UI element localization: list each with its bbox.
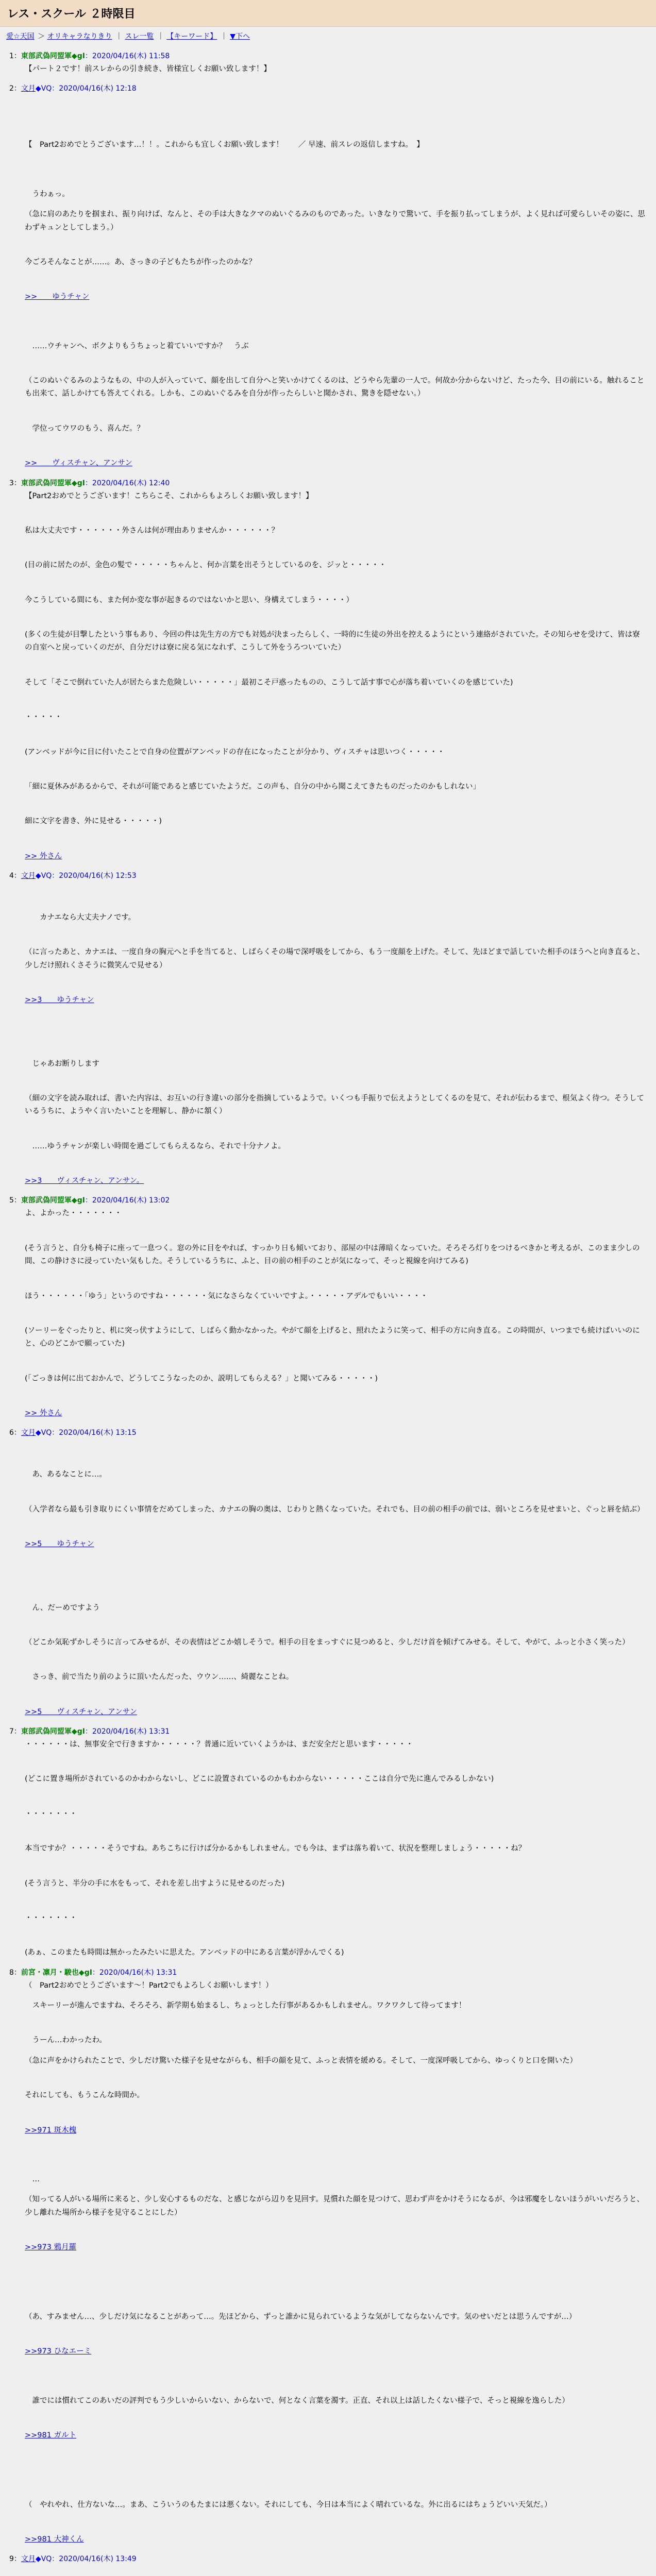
spacer bbox=[25, 1558, 647, 1573]
post-number[interactable]: 1： bbox=[9, 52, 21, 60]
spacer bbox=[25, 159, 647, 174]
spacer bbox=[25, 326, 647, 340]
spacer bbox=[25, 174, 647, 188]
reply-anchor[interactable]: >>5 ヴィスチャン、アンサン bbox=[25, 1707, 137, 1716]
spacer bbox=[25, 242, 647, 256]
spacer bbox=[25, 580, 647, 594]
spacer bbox=[25, 1078, 647, 1092]
spacer bbox=[25, 1439, 647, 1454]
spacer bbox=[25, 110, 647, 124]
post bbox=[9, 478, 647, 863]
spacer bbox=[25, 883, 647, 897]
spacer bbox=[25, 2261, 647, 2276]
nav-link-bottom[interactable]: ▼下へ bbox=[230, 32, 250, 41]
page-title bbox=[0, 0, 656, 27]
post-line: (多くの生徒が目撃したという事もあり、今回の件は先生方の方でも対処が決まったらしく、一時的に生徒の外出を控えるようにという連絡がされていた。その知らせを受けて、皆は寮の自室へと戻っていくのだが、自分だけは寮に戻る気になれず、こうして外をうろついていた） bbox=[25, 631, 640, 652]
spacer bbox=[25, 2366, 647, 2380]
spacer bbox=[25, 2519, 647, 2533]
spacer bbox=[25, 2075, 647, 2089]
post-header bbox=[9, 83, 647, 93]
post-number[interactable]: 8： bbox=[9, 1968, 21, 1977]
nav-bar bbox=[0, 27, 656, 45]
spacer bbox=[25, 1656, 647, 1671]
post bbox=[9, 870, 647, 1188]
spacer bbox=[25, 2276, 647, 2290]
post-line: 【 Part2おめでとうございます…！！。これからも宜しくお願い致します！ ／ 早速、前スレの返信しますね。 】 bbox=[25, 141, 424, 149]
spacer bbox=[25, 510, 647, 524]
spacer bbox=[25, 408, 647, 422]
post-author: 東部武偽同盟軍◆gI bbox=[21, 1196, 85, 1205]
spacer bbox=[25, 124, 647, 139]
post-line: あ、あるなことに…。 bbox=[25, 1470, 107, 1479]
post-body bbox=[9, 1738, 647, 1960]
spacer bbox=[25, 2159, 647, 2173]
post-line: (どこに置き場所がされているのかわからないし、どこに設置されているのかもわからない・・・・・ここは自分で先に進んでみるしかない) bbox=[25, 1775, 494, 1784]
post-author: 前宮・凛月・駿也◆gI bbox=[21, 1968, 92, 1977]
spacer bbox=[25, 1622, 647, 1636]
post-meta: ：2020/04/16(木) 13:31 bbox=[92, 1968, 177, 1977]
spacer bbox=[25, 614, 647, 629]
spacer bbox=[25, 1863, 647, 1877]
spacer bbox=[25, 2380, 647, 2395]
post-line: 本当ですか？・・・・・そうですね。あちこちに行けば分かるかもしれません。でも今は、まずは落ち着いて、状況を整理しましょう・・・・・ね？ bbox=[25, 1844, 526, 1853]
post-line: (そう言うと、自分も椅子に座って一息つく。窓の外に目をやれば、すっかり日も傾いており、部屋の中は薄暗くなっていた。そろそろ灯りをつけるべきかと考えるが、このまま少しの間、この静けさに浸っていたい気もした。そうしているうちに、ふと、目の前の相手のことが気になって、そっと視線を向けてみる) bbox=[25, 1244, 640, 1266]
post-line: ほう・・・・・・「ゆう」というのですね・・・・・・気になさらなくていいですよ。・・・・・アデルでもいい・・・・ bbox=[25, 1292, 428, 1300]
reply-anchor[interactable]: >>5 ゆうチャン bbox=[25, 1540, 94, 1549]
spacer bbox=[25, 276, 647, 291]
post-author[interactable]: 文月 bbox=[21, 2555, 36, 2564]
post-line: ・・・・・・は、無事安全で行きますか・・・・・？普通に近いていくようかは、まだ安全だと思います・・・・・ bbox=[25, 1740, 413, 1749]
post-meta: ：2020/04/16(木) 11:58 bbox=[85, 52, 170, 60]
post-line: 「細に夏休みがあるからで、それが可能であると感じていたようだ。この声も、自分の中から聞こえてきたものだったのかもしれない」 bbox=[25, 782, 481, 791]
post bbox=[9, 1726, 647, 1960]
post-line: （ やれやれ、仕方ないな…。まあ、こういうのもたまには悪くない。それにしても、今日は本当によく晴れているな。外に出るにはちょうどいい天気だ。） bbox=[25, 2500, 552, 2509]
reply-anchor[interactable]: >> ヴィスチャン、アンサン bbox=[25, 459, 132, 468]
post-line: (「ごっきは何に出ておかんで、どうしてこうなったのか、説明してもらえる？」と聞いてみる・・・・・) bbox=[25, 1374, 378, 1383]
reply-anchor[interactable]: >> 外さん bbox=[25, 852, 62, 860]
post-line: (あぁ、このまたも時間は無かったみたいに思えた。アンベッドの中にある言葉が浮かんでくる) bbox=[25, 1948, 344, 1957]
spacer bbox=[25, 2449, 647, 2464]
post-line: (そう言うと、半分の手に水をもって、それを差し出すように見せるのだった) bbox=[25, 1879, 285, 1888]
spacer bbox=[25, 897, 647, 911]
post-author[interactable]: 文月 bbox=[21, 84, 36, 93]
post bbox=[9, 2553, 647, 2576]
post-meta: ◆VQ：2020/04/16(木) 12:18 bbox=[35, 84, 137, 93]
post-body bbox=[9, 490, 647, 863]
post-body bbox=[9, 883, 647, 1188]
spacer bbox=[25, 443, 647, 457]
reply-anchor[interactable]: >>3 ヴィスチャン、アンサン。 bbox=[25, 1177, 144, 1185]
reply-anchor[interactable]: >>971 斑木槐 bbox=[25, 2126, 77, 2134]
spacer bbox=[25, 95, 647, 110]
spacer bbox=[25, 1310, 647, 1325]
post-author[interactable]: 文月 bbox=[21, 872, 36, 880]
spacer bbox=[25, 2110, 647, 2124]
post-line: うわぁっ。 bbox=[25, 190, 70, 198]
post-line: それにしても、もうこんな時間か。 bbox=[25, 2091, 144, 2100]
spacer bbox=[25, 1454, 647, 1468]
spacer bbox=[25, 1793, 647, 1808]
spacer bbox=[25, 2566, 647, 2576]
nav-link-thread-list[interactable]: スレ一覧 bbox=[125, 32, 154, 41]
page-title-text: レス・スクール ２時限目 bbox=[7, 8, 136, 21]
post-body bbox=[9, 63, 647, 76]
post bbox=[9, 1195, 647, 1420]
reply-anchor[interactable]: >> ゆうチャン bbox=[25, 293, 90, 301]
reply-anchor[interactable]: >>981 大神くん bbox=[25, 2535, 84, 2544]
reply-anchor[interactable]: >> 外さん bbox=[25, 1409, 62, 1417]
spacer bbox=[25, 1587, 647, 1602]
spacer bbox=[25, 836, 647, 850]
post-line: うーん…わかったわ。 bbox=[25, 2036, 107, 2045]
spacer bbox=[25, 732, 647, 746]
spacer bbox=[25, 1126, 647, 1140]
nav-sep: ｜ bbox=[157, 32, 164, 41]
post-meta: ◆VQ：2020/04/16(木) 13:49 bbox=[35, 2555, 137, 2564]
post-author: 東部武偽同盟軍◆gI bbox=[21, 52, 85, 60]
post-number[interactable]: 4： bbox=[9, 872, 21, 880]
nav-sep: ｜ bbox=[220, 32, 228, 41]
post-meta: ◆VQ：2020/04/16(木) 13:15 bbox=[35, 1429, 137, 1437]
spacer bbox=[25, 979, 647, 994]
post-line: ・・・・・・・ bbox=[25, 1809, 77, 1818]
post-line: … bbox=[25, 2175, 40, 2183]
reply-anchor[interactable]: >>973 ひなエーミ bbox=[25, 2347, 92, 2356]
post-number[interactable]: 2： bbox=[9, 84, 21, 93]
spacer bbox=[25, 1029, 647, 1043]
post-line: さっき、前で当たり前のように頂いたんだった、ウウン……、綺麗なことね。 bbox=[25, 1673, 294, 1682]
post-line: （急に肩のあたりを掴まれ、振り向けば、なんと、その手は大きなクマのぬいぐるみのものであった。いきなりで驚いて、手を振り払ってしまうが、よく見れば可愛らしいその姿に、思わずキュンとしてしまう。） bbox=[25, 210, 645, 232]
post-author: 東部武偽同盟軍◆gI bbox=[21, 479, 85, 487]
post-line: カナエなら大丈夫ナノです。 bbox=[25, 913, 136, 922]
post-header bbox=[9, 1967, 647, 1977]
post-line: スキーリーが進んでますね、そろそろ、新学期も始まるし、ちょっとした行事があるかもしれません。ワクワクして待ってます！ bbox=[25, 2002, 466, 2010]
nav-link-home[interactable]: 愛☆天国 bbox=[6, 32, 35, 41]
spacer bbox=[25, 545, 647, 559]
post bbox=[9, 50, 647, 76]
post-line: 【Part2おめでとうございます！こちらこそ、これからもよろしくお願い致します！】 bbox=[25, 492, 313, 500]
spacer bbox=[25, 1523, 647, 1538]
post-line: 【パート２です！前スレからの引き続き、皆様宜しくお願い致します！】 bbox=[25, 65, 271, 73]
spacer bbox=[25, 2415, 647, 2429]
spacer bbox=[25, 2020, 647, 2034]
post-line: （どこか気恥ずかしそうに言ってみせるが、その表情はどこか嬉しそうで。相手の目をまっすぐに見つめると、少しだけ首を傾げてみせる。そして、やがて、ふっと小さく笑った） bbox=[25, 1638, 630, 1647]
post-line: （ Part2おめでとうございます～！Part2でもよろしくお願いします！） bbox=[25, 1981, 273, 1990]
thread-posts bbox=[0, 50, 656, 2576]
post-author[interactable]: 文月 bbox=[21, 1429, 36, 1437]
post-body bbox=[9, 1207, 647, 1420]
post-body bbox=[9, 1979, 647, 2547]
post-line: ・・・・・・・ bbox=[25, 1913, 77, 1922]
nav-link-keyword[interactable]: 【キーワード】 bbox=[166, 32, 217, 41]
spacer bbox=[25, 2331, 647, 2345]
post-line: 今ごろそんなことが……。あ、さっきの子どもたちが作ったのかな？ bbox=[25, 258, 256, 266]
nav-sep: ＞ bbox=[38, 32, 45, 41]
post-line: （あ、すみません…、少しだけ気になることがあって…。先ほどから、ずっと誰かに見られているような気がしてならないんです。気のせいだとは思うんですが…） bbox=[25, 2312, 577, 2321]
post-header bbox=[9, 1726, 647, 1736]
post-line: ……ウチャンへ、ボクよりもうちょっと着ていいですか？ うぶ bbox=[25, 342, 249, 350]
post-line: （入学者なら最も引き取りにくい事情をだめてしまった、カナエの胸の奥は、じわりと熱くなっていた。それでも、目の前の相手の前では、弱いところを見せまいと、ぐっと唇を結ぶ） bbox=[25, 1505, 645, 1514]
nav-link-category[interactable]: オリキャラなりきり bbox=[47, 32, 112, 41]
post-line: そして「そこで倒れていた人が居たらまた危険しい・・・・・」最初こそ戸惑ったものの、こうして話す事で心が落ち着いていくのを感じていた) bbox=[25, 678, 513, 687]
post-number[interactable]: 7： bbox=[9, 1727, 21, 1736]
spacer bbox=[25, 1489, 647, 1503]
post-line: （細の文字を読み取れば、書いた内容は、お互いの行き違いの部分を指摘しているようで。いくつも手振りで伝えようとしてくるのを見て、それが伝わるまで、根気よく待つ。そうしているうちに、ようやく言いたいことを理解し、静かに頷く） bbox=[25, 1094, 645, 1116]
post bbox=[9, 1427, 647, 1719]
spacer bbox=[25, 1228, 647, 1242]
post-header bbox=[9, 1195, 647, 1205]
spacer bbox=[25, 1573, 647, 1587]
post-body bbox=[9, 95, 647, 470]
spacer bbox=[25, 1393, 647, 1407]
spacer bbox=[25, 311, 647, 326]
spacer bbox=[25, 1828, 647, 1842]
spacer bbox=[25, 931, 647, 946]
post-header bbox=[9, 870, 647, 880]
post-line: よ、よかった・・・・・・・ bbox=[25, 1209, 122, 1218]
post bbox=[9, 83, 647, 470]
spacer bbox=[25, 1358, 647, 1372]
post-header bbox=[9, 1427, 647, 1437]
spacer bbox=[25, 766, 647, 781]
post-number[interactable]: 6： bbox=[9, 1429, 21, 1437]
post-line: 今こうしている間にも、また何か変な事が起きるのではないかと思い、身構えてしまう・・・・） bbox=[25, 596, 354, 604]
post-header bbox=[9, 478, 647, 488]
spacer bbox=[25, 1014, 647, 1029]
reply-anchor[interactable]: >>973 鴉月羅 bbox=[25, 2243, 77, 2251]
post-line: （知ってる人がいる場所に来ると、少し安心するものだな、と感じながら辺りを見回す。見慣れた顔を見つけて、思わず声をかけそうになるが、今は邪魔をしないほうがいいだろうと、少し離れた場所から様子を見守ることにした） bbox=[25, 2195, 645, 2217]
post-line: （このぬいぐるみのようなもの、中の人が入っていて、顔を出して自分へと笑いかけてくるのは、どうやら先輩の一人で。何故か分からないけど、たった今、目の前にいる。触れることも出来て、話しかけても答えてくれる。しかも、このぬいぐるみを自分が作ったらしいと聞かされ、驚きを隠せない。） bbox=[25, 377, 645, 398]
spacer bbox=[25, 697, 647, 711]
spacer bbox=[25, 1758, 647, 1773]
post bbox=[9, 1967, 647, 2547]
post-body bbox=[9, 1439, 647, 1719]
post-line: ・・・・・ bbox=[25, 713, 62, 722]
post-line: （急に声をかけられたことで、少しだけ驚いた様子を見せながらも、相手の顔を見て、ふっと表情を緩める。そして、一度深呼吸してから、ゆっくりと口を開いた） bbox=[25, 2056, 577, 2065]
reply-anchor[interactable]: >>3 ゆうチャン bbox=[25, 996, 94, 1005]
post-line bbox=[25, 2478, 647, 2491]
spacer bbox=[25, 1276, 647, 1290]
post-meta: ：2020/04/16(木) 12:40 bbox=[85, 479, 170, 487]
post-line: (ソーリーをぐったりと、机に突っ伏すようにして、しばらく動かなかった。やがて顔を上げると、照れたように笑って、相手の方に向き直る。この時間が、いつまでも続けばいいのにと、心のどこかで願っていた) bbox=[25, 1326, 640, 1348]
post-header bbox=[9, 50, 647, 61]
post-line: 学位ってウワのもう、喜んだ。？ bbox=[25, 424, 144, 433]
spacer bbox=[25, 2464, 647, 2478]
spacer bbox=[25, 1160, 647, 1175]
reply-anchor[interactable]: >>981 ガルト bbox=[25, 2431, 77, 2439]
post-number[interactable]: 9： bbox=[9, 2555, 21, 2564]
spacer bbox=[25, 1932, 647, 1946]
spacer bbox=[25, 360, 647, 375]
post-line: じゃあお断りします bbox=[25, 1059, 99, 1068]
post-line: 細に文字を書き、外に見せる・・・・・) bbox=[25, 817, 162, 826]
spacer bbox=[25, 2227, 647, 2241]
spacer bbox=[25, 801, 647, 815]
post-line: ……ゆうチャンが楽しい時間を過ごしてもらえるなら、それで十分ナノよ。 bbox=[25, 1142, 286, 1150]
nav-sep: ｜ bbox=[115, 32, 123, 41]
post-line: ん、だーめですよう bbox=[25, 1603, 100, 1612]
spacer bbox=[25, 1043, 647, 1058]
post-meta: ：2020/04/16(木) 13:02 bbox=[85, 1196, 170, 1205]
post-number[interactable]: 5： bbox=[9, 1196, 21, 1205]
post-author: 東部武偽同盟軍◆gI bbox=[21, 1727, 85, 1736]
post-line: (アンベッドが今に目に付いたことで自身の位置がアンベッドの存在になったことが分かり、ヴィスチャは思いつく・・・・・ bbox=[25, 748, 445, 756]
post-line bbox=[25, 2290, 647, 2303]
post-meta: ：2020/04/16(木) 13:31 bbox=[85, 1727, 170, 1736]
post-number[interactable]: 3： bbox=[9, 479, 21, 487]
spacer bbox=[25, 1897, 647, 1912]
spacer bbox=[25, 1691, 647, 1706]
post-meta: ◆VQ：2020/04/16(木) 12:53 bbox=[35, 872, 137, 880]
post-line: 誰でには慣れてこのあいだの評判でもう少しいからいない、からないで、何となく言葉を濁す。正直、それ以上は話したくない様子で、そっと視線を逸らした） bbox=[25, 2396, 569, 2405]
post-line: （に言ったあと、カナエは、一度自身の胸元へと手を当てると、しばらくその場で深呼吸をしてから、もう一度顔を上げた。そして、先ほどまで話していた相手のほうへと向き直ると、少しだけ照れくさそうに微笑んで見せる） bbox=[25, 948, 645, 970]
post-header bbox=[9, 2553, 647, 2564]
spacer bbox=[25, 2144, 647, 2159]
spacer bbox=[25, 662, 647, 676]
post-line: 私は大丈夫です・・・・・・外さんは何が理由ありませんか・・・・・・？ bbox=[25, 526, 279, 535]
post-line: (目の前に居たのが、金色の髪で・・・・・ちゃんと、何か言葉を出そうとしているのを、ジッと・・・・・ bbox=[25, 561, 386, 570]
post-body bbox=[9, 2566, 647, 2576]
